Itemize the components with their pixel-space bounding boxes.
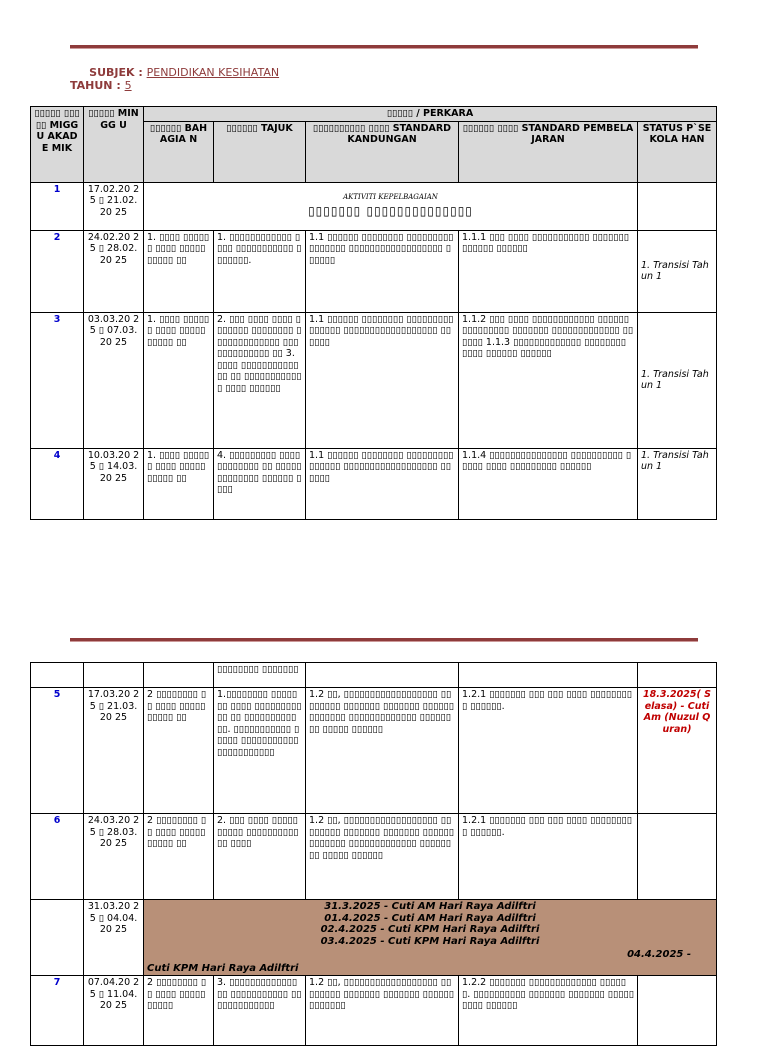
standard-kandungan-cell: 1.1 ▯▯▯▯▯▯ ▯▯▯▯▯▯▯▯ ▯▯▯▯▯▯▯▯▯▯▯▯▯▯▯▯ ▯▯▯▯▯▯▯▯▯▯▯▯▯▯▯▯▯▯ ▯▯▯▯▯▯ (306, 230, 459, 312)
bahagian-cell: 2 ▯▯▯▯▯▯▯▯ ▯▯ ▯▯▯▯ ▯▯▯▯▯▯▯▯▯▯ (144, 976, 214, 1046)
bahagian-cell: 1. ▯▯▯▯ ▯▯▯▯▯▯ ▯▯▯▯ ▯▯▯▯▯▯▯▯▯▯ ▯▯ (144, 230, 214, 312)
status-cell (638, 976, 717, 1046)
standard-kandungan-cell: 1.1 ▯▯▯▯▯▯ ▯▯▯▯▯▯▯▯ ▯▯▯▯▯▯▯▯▯▯▯▯▯▯▯ ▯▯▯▯▯▯▯▯▯▯▯▯▯▯▯▯▯▯ ▯▯▯▯▯▯ (306, 448, 459, 519)
header-standard-pembelajaran: ▯▯▯▯▯▯ ▯▯▯▯ STANDARD PEMBELAJARAN (459, 121, 638, 182)
year-line (70, 79, 279, 92)
empty-cell (84, 663, 144, 688)
status-cell: 1. Transisi Tahun 1 (638, 448, 717, 519)
tajuk-cell: 1. ▯▯▯▯▯▯▯▯▯▯▯▯ ▯▯▯▯ ▯▯▯▯▯▯▯▯▯▯▯ ▯▯▯▯▯▯▯. (214, 230, 306, 312)
table-row (31, 312, 717, 448)
table-row (31, 900, 717, 976)
activity-cell (144, 182, 638, 230)
tajuk-cell: ▯▯▯▯▯▯▯▯ ▯▯▯▯▯▯▯ (214, 663, 306, 688)
bahagian-cell: 1. ▯▯▯▯ ▯▯▯▯▯▯ ▯▯▯▯ ▯▯▯▯▯▯▯▯▯▯ ▯▯ (144, 448, 214, 519)
week-dates: 07.04.20 25 ▯ 11.04.20 25 (84, 976, 144, 1046)
header-status: STATUS P`SEKOLA HAN (638, 121, 717, 182)
standard-kandungan-cell: 1.1 ▯▯▯▯▯▯ ▯▯▯▯▯▯▯▯ ▯▯▯▯▯▯▯▯▯▯▯▯▯▯▯ ▯▯▯▯▯▯▯▯▯▯▯▯▯▯▯▯▯▯ ▯▯▯▯▯▯ (306, 312, 459, 448)
holiday-cell (144, 900, 717, 976)
subject-label: SUBJEK : (89, 66, 143, 79)
week-number: 3 (31, 312, 84, 448)
header-standard-kandungan: ▯▯▯▯▯▯▯▯▯▯ ▯▯▯▯ STANDARD KANDUNGAN (306, 121, 459, 182)
header-week-academic: ▯▯▯▯▯ ▯▯▯▯▯ MIGGU AKADE MIK (31, 107, 84, 183)
header-tajuk: ▯▯▯▯▯▯ TAJUK (214, 121, 306, 182)
status-cell: 1. Transisi Tahun 1 (638, 312, 717, 448)
bahagian-cell: 1. ▯▯▯▯ ▯▯▯▯▯▯ ▯▯▯▯ ▯▯▯▯▯▯▯▯▯▯ ▯▯ (144, 312, 214, 448)
document-header (70, 66, 279, 92)
week-number: 7 (31, 976, 84, 1046)
top-rule (70, 45, 698, 49)
tajuk-cell: 1.▯▯▯▯▯▯▯▯ ▯▯▯▯▯▯▯ ▯▯▯▯ ▯▯▯▯▯▯▯▯▯▯▯ ▯▯ ▯▯▯▯▯▯▯▯▯▯ ▯▯. ▯▯▯▯▯▯▯▯▯▯▯ ▯▯▯▯▯ ▯▯▯▯▯▯▯▯▯▯▯ ▯▯▯▯▯▯▯▯▯▯▯ (214, 688, 306, 814)
empty-cell (306, 663, 459, 688)
status-cell: 18.3.2025( Selasa) - Cuti Am (Nuzul Quran) (638, 688, 717, 814)
tajuk-cell: 2. ▯▯▯ ▯▯▯▯ ▯▯▯▯▯▯▯▯▯▯ ▯▯▯▯▯▯▯▯▯▯▯▯ ▯▯▯▯ (214, 814, 306, 900)
header-week: ▯▯▯▯▯ MINGG U (84, 107, 144, 183)
week-number: 2 (31, 230, 84, 312)
standard-pembelajaran-cell: 1.2.1 ▯▯▯▯▯▯▯ ▯▯▯ ▯▯▯ ▯▯▯▯ ▯▯▯▯▯▯▯▯▯ ▯▯▯▯▯▯. (459, 688, 638, 814)
activity-subtitle: AKTIVITI KEPELBAGAIAN (343, 192, 438, 201)
bahagian-cell: 2 ▯▯▯▯▯▯▯▯ ▯▯ ▯▯▯▯ ▯▯▯▯▯▯▯▯▯▯ ▯▯ (144, 688, 214, 814)
week-dates: 17.03.20 25 ▯ 21.03.20 25 (84, 688, 144, 814)
standard-pembelajaran-cell: 1.1.2 ▯▯▯ ▯▯▯▯ ▯▯▯▯▯▯▯▯▯▯▯▯ ▯▯▯▯▯▯▯▯▯▯▯▯▯▯▯ ▯▯▯▯▯▯▯ ▯▯▯▯▯▯▯▯▯▯▯▯▯ ▯▯▯▯▯▯ 1.1.3 ▯▯▯▯▯▯▯▯▯▯▯▯▯ ▯▯▯▯▯▯▯▯ ▯▯▯▯ ▯▯▯▯▯▯ ▯▯▯▯▯▯ (459, 312, 638, 448)
table-row (31, 688, 717, 814)
holiday-line: Cuti KPM Hari Raya Adilftri (147, 962, 299, 974)
activity-title: ▯▯▯▯▯▯▯ ▯▯▯▯▯▯▯▯▯▯▯▯▯▯ (308, 204, 473, 218)
standard-pembelajaran-cell: 1.1.4 ▯▯▯▯▯▯▯▯▯▯▯▯▯▯▯ ▯▯▯▯▯▯▯▯▯▯ ▯▯▯▯▯ ▯▯▯▯ ▯▯▯▯▯▯▯▯▯ ▯▯▯▯▯▯ (459, 448, 638, 519)
schedule-table-top (30, 106, 717, 520)
year-label: TAHUN : (70, 79, 121, 92)
week-dates: 03.03.20 25 ▯ 07.03.20 25 (84, 312, 144, 448)
status-cell (638, 182, 717, 230)
table-row (31, 663, 717, 688)
subject-value: PENDIDIKAN KESIHATAN (146, 66, 280, 79)
week-number: 6 (31, 814, 84, 900)
tajuk-cell: 2. ▯▯▯ ▯▯▯▯ ▯▯▯▯ ▯▯▯▯▯▯▯ ▯▯▯▯▯▯▯▯ ▯▯▯▯▯▯▯▯▯▯▯▯▯ ▯▯▯▯▯▯▯▯▯▯▯▯▯ ▯▯ 3. ▯▯▯▯ ▯▯▯▯▯▯▯▯▯▯▯▯▯ ▯▯ ▯▯▯▯▯▯▯▯▯▯▯▯ ▯▯▯▯ ▯▯▯▯▯▯ (214, 312, 306, 448)
table-row (31, 448, 717, 519)
holiday-line: 02.4.2025 - Cuti KPM Hari Raya Adilftri (320, 924, 540, 935)
standard-kandungan-cell: 1.2 ▯▯, ▯▯▯▯▯▯▯▯▯▯▯▯▯▯▯▯▯▯ ▯▯▯▯▯▯▯▯ ▯▯▯▯▯▯▯ ▯▯▯▯▯▯▯ ▯▯▯▯▯▯▯▯▯▯▯▯▯ (306, 976, 459, 1046)
week-number: 1 (31, 182, 84, 230)
table-row (31, 976, 717, 1046)
status-cell (638, 814, 717, 900)
week-dates: 24.03.20 25 ▯ 28.03.20 25 (84, 814, 144, 900)
empty-cell (31, 900, 84, 976)
week-number: 4 (31, 448, 84, 519)
empty-cell (638, 663, 717, 688)
week-dates: 17.02.20 25 ▯ 21.02.20 25 (84, 182, 144, 230)
table-row (31, 814, 717, 900)
empty-cell (144, 663, 214, 688)
holiday-line: 04.4.2025 - (627, 949, 691, 960)
week-dates: 24.02.20 25 ▯ 28.02.20 25 (84, 230, 144, 312)
holiday-line: 01.4.2025 - Cuti AM Hari Raya Adilftri (324, 912, 536, 924)
header-group-perkara: ▯▯▯▯▯ / PERKARA (144, 107, 717, 122)
schedule-table-bottom (30, 662, 717, 1046)
subject-line (70, 66, 279, 79)
table-row (31, 182, 717, 230)
standard-pembelajaran-cell: 1.2.2 ▯▯▯▯▯▯▯ ▯▯▯▯▯▯▯▯▯▯▯▯▯ ▯▯▯▯▯▯. ▯▯▯▯▯▯▯▯▯▯ ▯▯▯▯▯▯▯ ▯▯▯▯▯▯▯ ▯▯▯▯▯▯▯▯▯ ▯▯▯▯▯▯ (459, 976, 638, 1046)
tajuk-cell: 3. ▯▯▯▯▯▯▯▯▯▯▯▯▯ ▯▯ ▯▯▯▯▯▯▯▯▯▯▯ ▯▯▯▯▯▯▯▯▯▯▯▯▯ (214, 976, 306, 1046)
year-value: 5 (124, 79, 132, 92)
standard-pembelajaran-cell: 1.1.1 ▯▯▯ ▯▯▯▯ ▯▯▯▯▯▯▯▯▯▯▯ ▯▯▯▯▯▯▯▯▯▯▯▯▯ ▯▯▯▯▯▯ (459, 230, 638, 312)
week-number: 5 (31, 688, 84, 814)
table-row (31, 230, 717, 312)
standard-pembelajaran-cell: 1.2.1 ▯▯▯▯▯▯▯ ▯▯▯ ▯▯▯ ▯▯▯▯ ▯▯▯▯▯▯▯▯▯ ▯▯▯▯▯▯. (459, 814, 638, 900)
empty-cell (31, 663, 84, 688)
page-break-rule (70, 638, 698, 642)
week-dates: 10.03.20 25 ▯ 14.03.20 25 (84, 448, 144, 519)
empty-cell (459, 663, 638, 688)
header-bahagian: ▯▯▯▯▯▯ BAHAGIA N (144, 121, 214, 182)
status-cell: 1. Transisi Tahun 1 (638, 230, 717, 312)
week-dates: 31.03.20 25 ▯ 04.04.20 25 (84, 900, 144, 976)
standard-kandungan-cell: 1.2 ▯▯, ▯▯▯▯▯▯▯▯▯▯▯▯▯▯▯▯▯▯ ▯▯▯▯▯▯▯▯ ▯▯▯▯▯▯▯ ▯▯▯▯▯▯▯ ▯▯▯▯▯▯▯▯▯▯▯▯▯ ▯▯▯▯▯▯▯▯▯▯▯▯▯ ▯▯▯▯▯▯▯▯ ▯▯▯▯▯ ▯▯▯▯▯▯ (306, 814, 459, 900)
bahagian-cell: 2 ▯▯▯▯▯▯▯▯ ▯▯ ▯▯▯▯ ▯▯▯▯▯▯▯▯▯▯ ▯▯ (144, 814, 214, 900)
standard-kandungan-cell: 1.2 ▯▯, ▯▯▯▯▯▯▯▯▯▯▯▯▯▯▯▯▯▯ ▯▯▯▯▯▯▯▯ ▯▯▯▯▯▯▯ ▯▯▯▯▯▯▯ ▯▯▯▯▯▯▯▯▯▯▯▯▯ ▯▯▯▯▯▯▯▯▯▯▯▯▯ ▯▯▯▯▯▯▯▯ ▯▯▯▯▯ ▯▯▯▯▯▯ (306, 688, 459, 814)
tajuk-cell: 4. ▯▯▯▯▯▯▯▯▯ ▯▯▯▯▯▯▯▯▯▯▯▯ ▯▯ ▯▯▯▯▯▯▯▯▯▯▯▯▯ ▯▯▯▯▯▯ ▯▯▯▯ (214, 448, 306, 519)
holiday-line: 03.4.2025 - Cuti KPM Hari Raya Adilftri (320, 935, 540, 947)
holiday-line: 31.3.2025 - Cuti AM Hari Raya Adilftri (324, 901, 536, 912)
